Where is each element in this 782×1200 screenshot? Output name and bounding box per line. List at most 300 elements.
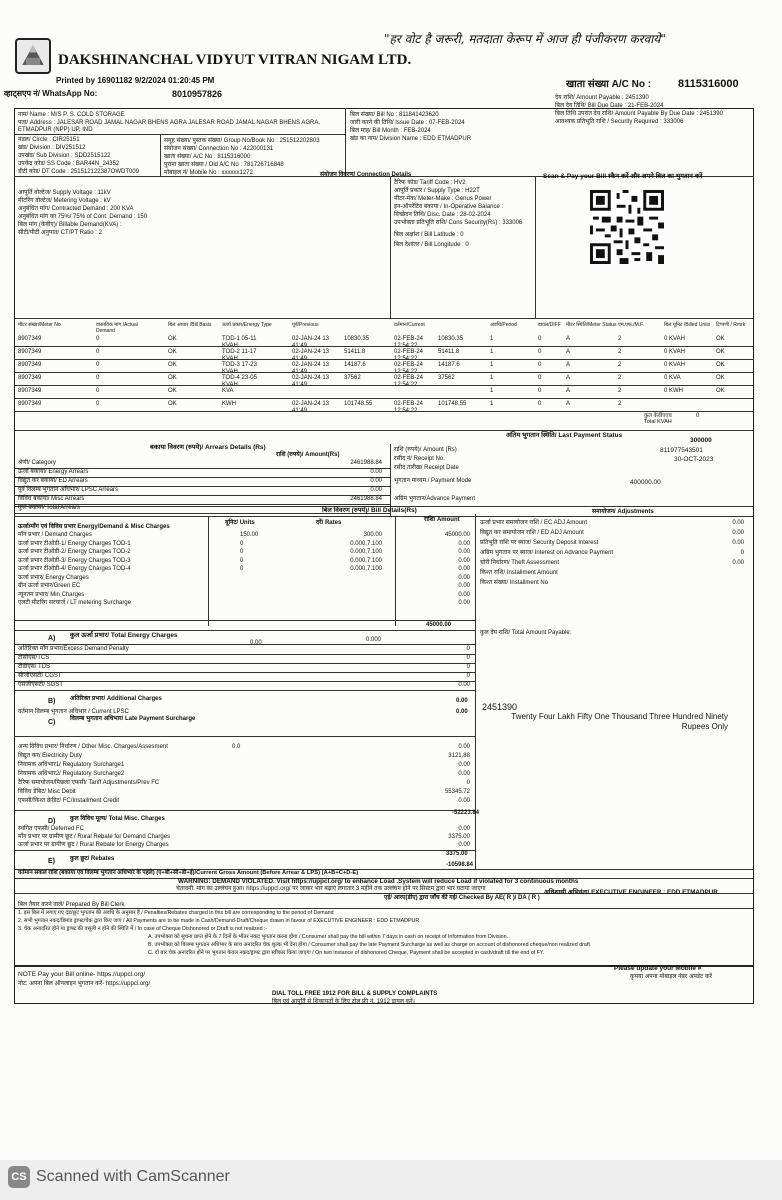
note-1: 1. इस बिल में लगाए गए दंड/छूट भुगतान की अवधि के अनुसार हैं / Penalties/Rebates charged in this bill are corresponding to the period of Demand: [18, 910, 334, 916]
meter-cell: 0: [538, 336, 542, 342]
note-2: 2. सभी भुगतान नकद/डिमांड ड्राफ्ट/चेक द्वारा किए जाएं / All Payments are to be made in Cash/Demand-Draft/Cheque drawn in favour of EXECUTIVE ENGINEER : EDD ETMADPUR: [18, 918, 420, 924]
misc-label: एफसी/किश्त क्रेडिट/ FC/Installment Credit: [18, 798, 120, 804]
units-head: यूनिट/ Units: [225, 520, 255, 526]
meter-cell: 2: [618, 401, 622, 407]
charge-rate: 0.000,7.100: [350, 557, 382, 564]
bill-details-heading: बिल विवरण (रुपये)/ Bill Details(Rs): [322, 507, 417, 514]
company-name: DAKSHINANCHAL VIDYUT VITRAN NIGAM LTD.: [58, 52, 412, 68]
meter-cell: 0: [538, 362, 542, 368]
section-e-label: कुल छूट/ Rebates: [70, 856, 115, 862]
charge-amount: 0.00: [458, 566, 470, 572]
section-e: E): [48, 858, 55, 865]
meter-cell: 101748.55: [438, 401, 467, 407]
meter-cell: 0 KVAH: [664, 362, 685, 368]
update-mobile: Please update your Mobile #: [614, 965, 702, 972]
charge-amount: 45000.00: [444, 532, 470, 538]
mobile-number: मोबाइल नं/ Mobile No : xxxxxx1272: [164, 170, 253, 176]
adjustment-value: 0.00: [732, 540, 744, 546]
meter-cell: 02-JAN-24 13 41:49: [292, 362, 330, 375]
tariff-code: टैरिफ कोड/ Tariff Code : HV2: [394, 180, 466, 186]
arrears-value: 2461988.84: [350, 496, 382, 502]
last-payment-heading: अंतिम भुगतान स्थिति/ Last Payment Status: [506, 432, 623, 439]
total-kvah-value: 0: [696, 413, 700, 419]
scanner-text: Scanned with CamScanner: [36, 1168, 230, 1185]
prepared-by: बिल तैयार करने वाले/ Prepared By Bill Clerk: [18, 902, 125, 908]
charge-amount: 0.00: [458, 574, 470, 581]
meter-cell: OK: [168, 388, 177, 394]
scanner-footer: [0, 1160, 782, 1200]
divider: [14, 630, 475, 631]
meter-cell: 0 KVA: [664, 375, 681, 381]
divider: [14, 516, 754, 517]
meter-cell: 0 KVAH: [664, 336, 685, 342]
row-divider: [14, 385, 754, 386]
section-a-label: कुल ऊर्जा प्रभार/ Total Energy Charges: [70, 632, 178, 639]
scan-pay-label: Scan & Pay your Bill स्कैन करें और अपने बिल का भुगतान करें: [543, 173, 703, 180]
charge-rate: 0.000,7.100: [350, 549, 382, 555]
sub-division: उपखंड/ Sub Division : SDD2515122: [18, 153, 111, 159]
meter-cell: 10830.35: [438, 336, 464, 342]
charge-label: टीडीएस/ TDS: [18, 664, 51, 670]
whatsapp-label: व्हाट्सएप नं/ WhatsApp No:: [4, 89, 98, 98]
meter-cell: 1: [490, 362, 494, 368]
current-lpsc-label: वर्तमान विलम्ब भुगतान अधिभार / Current LPSC: [18, 709, 129, 715]
account-label: खाता संख्या A/C No :: [566, 79, 652, 90]
adjustment-value: 0.00: [732, 520, 744, 526]
rebate-value: 3375.00: [448, 834, 470, 840]
meter-column-header: बिल यूनिट /Billed Units: [664, 322, 711, 328]
meter-cell: 8907349: [18, 362, 42, 368]
arrears-value: 0.00: [370, 487, 382, 493]
meter-cell: OK: [168, 349, 177, 355]
charge-amount: 0.00: [458, 540, 470, 547]
meter-cell: 8907349: [18, 375, 42, 381]
note-3a: A. उपभोक्ता को सूचना प्राप्त होने के 7 दिनों के भीतर नकद भुगतान करना होगा / Consumer shall pay the bill within 7 days in cash on receipt of Information from Division.: [148, 934, 509, 940]
connection-details-heading: संयोजन विवरण/ Connection Details: [320, 172, 412, 178]
toll-free-hi: बिल एवं आपूर्ति से शिकायतों के लिए टोल फ्री नं. 1912 डायल करें।: [272, 999, 415, 1005]
meter-cell: 02-JAN-24 13 41:49: [292, 349, 330, 362]
checked-by: एई/ आरए(डीए) द्वारा जाँच की गई/ Checked By AE( R )/ DA ( R ): [384, 895, 540, 901]
divider: [535, 176, 536, 318]
meter-cell: 8907349: [18, 401, 42, 407]
misc-units: 0.0: [232, 744, 241, 750]
consumer-address: पता/ Address : JALESAR ROAD JAMAL NAGAR BHENS AGRA JALESAR ROAD JAMAL NAGAR BHENS AGRA, ETMADPUR (NPP) UP, IND: [18, 120, 321, 133]
charge-units: 0: [240, 540, 244, 547]
last-payment-amount: 300000: [690, 437, 712, 444]
charge-label: ग्रीन ऊर्जा प्रभार/Green EC: [18, 583, 81, 589]
adjustment-value: 0: [740, 550, 744, 556]
charge-label: माँग प्रभार / Demand Charges: [18, 532, 92, 538]
meter-cell: OK: [716, 336, 725, 342]
arrears-amount-head: राशि (रुपये)/ Amount(Rs): [276, 452, 340, 458]
meter-column-header: अवधि/Period: [490, 322, 517, 328]
demand-75: अनुबंधित मांग का 75%/ 75% of Cont. Demand : 150: [18, 214, 148, 220]
row-divider: [14, 372, 754, 373]
payment-amount-label: राशि (रुपये)/ Amount (Rs): [394, 447, 457, 453]
camscanner-icon: CS: [8, 1166, 30, 1188]
section-a-units: 0.00: [250, 640, 262, 646]
old-ac-number: पुराना खाता संख्या / Old A/C No : 781726716848: [164, 162, 284, 168]
arrears-value: 0.00: [370, 469, 382, 475]
bill-month: बिल माह/ Bill Month : FEB-2024: [350, 128, 431, 134]
receipt-date-label: रसीद तारीख/ Receipt Date: [394, 465, 459, 471]
charge-label: ऊर्जा प्रभार टीओडी-2/ Energy Charges TOD-2: [18, 549, 131, 555]
adjustment-label: अग्रिम भुगतान पर ब्याज/ Interest on Advance Payment: [480, 550, 614, 556]
arrears-label: विद्युत कर बकाया/ ED Arrears: [18, 478, 88, 484]
row-divider: [14, 359, 754, 360]
meter-cell: 02-FEB-24 12:54:22: [394, 362, 424, 375]
circle: मंडल/ Circle : CIR25151: [18, 137, 80, 143]
due-date: बिल देय तिथि/ Bill Due Date : 21-FEB-2024: [555, 103, 664, 109]
divider: [390, 176, 391, 318]
meter-cell: 02-FEB-24 12:54:22: [394, 349, 424, 362]
meter-cell: 14187.6: [344, 362, 366, 368]
charge-rate: 300.00: [363, 532, 382, 538]
meter-cell: TOD-3 17-23 KVAH: [222, 362, 257, 375]
adjustment-value: 0.00: [732, 560, 744, 566]
account-number: 8115316000: [678, 78, 739, 90]
meter-cell: 51411.8: [438, 349, 460, 355]
meter-cell: 1: [490, 388, 494, 394]
meter-cell: 02-JAN-24 13 41:49: [292, 401, 330, 414]
charge-label: ऊर्जा प्रभार टीओडी-4/ Energy Charges TOD-4: [18, 566, 131, 572]
meter-column-header: वर्तमान/Current: [394, 322, 425, 328]
rebate-value: 0.00: [458, 842, 470, 848]
charge-amount: 0: [466, 646, 470, 652]
charge-amount: 0.00: [458, 591, 470, 598]
meter-cell: 0: [96, 349, 100, 355]
amount-after-due: बिल तिथि उपरांत देय राशि/ Amount Payable By Due Date : 2451390: [555, 111, 723, 117]
meter-cell: 0: [96, 375, 100, 381]
payment-qr-code[interactable]: [590, 190, 664, 264]
security-required: आवश्यक प्रतिभूति राशि / Security Required : 333006: [555, 119, 684, 125]
executive-engineer: अधिशासी अभियंता/ EXECUTIVE ENGINEER : EDD ETMADPUR: [544, 889, 718, 896]
total-kvah-label: कुल केवीएएच Total KVAH: [644, 413, 672, 425]
supply-type: आपूर्ति प्रकार / Supply Type : H22T: [394, 188, 480, 194]
misc-label: नियामक अधिभार2/ Regulatory Surcharge2: [18, 771, 125, 777]
row-divider: [14, 398, 754, 399]
meter-cell: 8907349: [18, 336, 42, 342]
division-name: खंड का नाम/ Division Name : EDD ETMADPUR: [350, 136, 472, 142]
meter-cell: OK: [716, 375, 725, 381]
current-lpsc: 0.00: [456, 709, 468, 715]
misc-label: विद्युत कर/ Electricity Duty: [18, 753, 82, 759]
demand-warning-hi: चेतावनी: मांग का उल्लंघन हुआ। https://uppcl.org/ पर जाकर भार बढ़ाएं लगातार 3 महीने तक उल्लंघन होने पर सिस्टम द्वारा भार घटाया जाएगा: [176, 886, 486, 892]
meter-cell: 02-FEB-24 12:54:22: [394, 375, 424, 388]
meter-cell: OK: [168, 336, 177, 342]
meter-cell: A: [566, 375, 571, 381]
note-3c: C. दो बार चेक अनादरित होने पर भुगतान केवल नकद/ड्राफ्ट द्वारा स्वीकार किया जाएगा / On two instance of dishonored Cheque, Payment shall be accepted in cash/draft till the end of FY.: [148, 950, 545, 956]
meter-cell: 0: [96, 362, 100, 368]
divider: [14, 644, 475, 645]
ss-code: उपकेंद्र कोड/ SS Code : BAR44N_24352: [18, 161, 120, 167]
arrears-label: विविध बकाया/ Misc Arrears: [18, 496, 85, 502]
meter-cell: A: [566, 401, 571, 407]
ct-pt-ratio: सीटी/पीटी अनुपात/ CT/PT Ratio : 2: [18, 230, 102, 236]
ac-number: खाता संख्या/ A/C No : 8115316000: [164, 154, 251, 160]
row-divider: [14, 411, 754, 412]
misc-value: 0: [466, 780, 470, 786]
note-3b: B. उपभोक्ता को विलम्ब भुगतान अधिभार के साथ अनादरित चेक शुल्क भी देना होगा / Consumer shall pay the late Payment Surcharge as well as charge on account of dishonored cheque/non realized draft.: [148, 942, 592, 948]
adjustment-label: ऊर्जा प्रभार समायोजन राशि / EC ADJ Amount: [480, 520, 588, 526]
meter-cell: 101748.55: [344, 401, 373, 407]
meter-cell: 0: [538, 375, 542, 381]
charge-units: 0: [240, 557, 244, 564]
meter-cell: 2: [618, 336, 622, 342]
company-logo: [15, 38, 51, 74]
rebate-label: स्थगित एफसी/ Deferred FC: [18, 826, 84, 832]
amount-payable: देय राशि/ Amount Payable : 2451390: [555, 95, 649, 101]
meter-cell: OK: [168, 401, 177, 407]
meter-cell: 0: [538, 388, 542, 394]
meter-cell: 02-FEB-24 12:54:22: [394, 336, 424, 349]
consumer-security: उपभोक्ता प्रतिभूति राशि/ Cons Security(Rs) : 333006: [394, 220, 523, 226]
rebate-label: माँग प्रभार पर ग्रामीण छूट / Rural Rebate for Demand Charges: [18, 834, 171, 840]
disconnection-date: विच्छेदन तिथि/ Disc. Date : 28-02-2024: [394, 212, 491, 218]
charge-label: ऊर्जा प्रभार टीओडी-3/ Energy Charges TOD-3: [18, 557, 131, 564]
arrears-label: ऊर्जा बकाया/ Energy Arrears: [18, 469, 89, 475]
section-c-label: विलम्ब भुगतान अधिभार/ Late Payment Surcharge: [70, 716, 196, 722]
meter-column-header: मीटर संख्या/Meter No: [18, 322, 61, 328]
meter-column-header: मीटर स्थिति/Meter Status: [566, 322, 617, 328]
misc-label: टैरिफ समायोजन/पिछला एफसी/ Tariff Adjustments/Prev FC: [18, 780, 160, 786]
consumer-name: नाम/ Name : M/S P. S. COLD STORAGE: [18, 112, 125, 118]
section-b-value: 0.00: [456, 698, 468, 704]
charge-units: 150.00: [240, 532, 259, 538]
receipt-no: 811977543501: [660, 447, 703, 454]
meter-cell: TOD-1 05-11 KVAH: [222, 336, 257, 349]
inoperative-balance: इन-ऑपरेटिव बकाया / In-Operative Balance :: [394, 204, 504, 210]
meter-cell: 2: [618, 388, 622, 394]
meter-cell: KWH: [222, 401, 236, 407]
payable-amount: 2451390: [482, 702, 518, 712]
misc-value: 0.00: [458, 798, 470, 804]
payable-words: Twenty Four Lakh Fifty One Thousand Three Hundred Ninety Rupees Only: [511, 712, 728, 731]
arrears-label: पूर्व विलम्ब भुगतान अधिभार/ LPSC Arrears: [18, 487, 119, 493]
misc-value: 0.00: [458, 762, 470, 768]
meter-cell: OK: [716, 362, 725, 368]
section-b-label: अतिरिक्त प्रभार/ Additional Charges: [70, 696, 162, 702]
charge-amount: 0: [466, 673, 470, 679]
connection-number: संयोजन संख्या/ Connection No : 422000131: [164, 146, 274, 152]
bill-longitude: बिल देशांतर / Bill Longitude : 0: [394, 242, 469, 248]
contracted-demand: अनुबंधित मांग/ Contracted Demand : 200 KVA: [18, 206, 134, 212]
misc-value: 0.00: [458, 744, 470, 750]
meter-cell: OK: [716, 349, 725, 355]
meter-make: मीटर-मेक/ Meter-Make : Genus Power: [394, 196, 492, 202]
row-divider: [14, 346, 754, 347]
meter-cell: 0: [538, 349, 542, 355]
charge-label: ऊर्जा प्रभार टीओडी-1/ Energy Charges TOD-1: [18, 540, 131, 547]
meter-cell: 10830.35: [344, 336, 370, 342]
section-d2-value: 3375.00: [446, 851, 468, 857]
divider: [345, 108, 346, 176]
total-payable-label: कुल देय राशि/ Total Amount Payable:: [480, 630, 572, 636]
charge-label: एलटी मीटरिंग सरचार्ज / LT metering Surcharge: [18, 600, 131, 606]
advance-payment-label: अग्रिम भुगतान/Advance Payment: [394, 496, 476, 502]
payment-mode-label: भुगतान माध्यम / Payment Mode: [394, 478, 472, 484]
charge-amount: 0.00: [458, 682, 470, 688]
adjustment-label: किश्त राशि/ Installment Amount: [480, 570, 558, 576]
meter-column-header: डायल/DIFF: [538, 322, 561, 328]
billable-demand: बिल मांग (केवीए)/ Billable Demand(KVA) :: [18, 222, 122, 228]
charge-amount: 0.00: [458, 600, 470, 606]
division: खंड/ Division : DIV251512: [18, 145, 86, 151]
section-a: A): [48, 635, 56, 642]
divider: [14, 736, 475, 737]
charge-rate: 0.000,7.100: [350, 540, 382, 547]
adjustment-label: विद्युत कर समायोजन राशि / ED ADJ Amount: [480, 530, 584, 536]
misc-label: विविध डेबिट/ Misc Debit: [18, 789, 76, 795]
meter-cell: 37562: [438, 375, 455, 381]
section-d: D): [48, 818, 56, 825]
arrears-label: कुल बकाया/ Total Arrears: [18, 505, 80, 511]
meter-cell: 2: [618, 362, 622, 368]
charge-label: टीसीएस/TCS: [18, 655, 50, 661]
meter-cell: 2: [618, 375, 622, 381]
meter-cell: 1: [490, 349, 494, 355]
amount-head: राशि/ Amount: [424, 517, 460, 523]
bill-number: बिल संख्या/ Bill No : 811841423620: [350, 112, 439, 118]
section-d-value: -52223.84: [452, 810, 480, 816]
whatsapp-number: 8010957826: [172, 89, 223, 99]
charge-label: अतिरिक्त माँग प्रभार/Excess Demand Penalty: [18, 646, 129, 652]
receipt-no-label: रसीद नं/ Receipt No.: [394, 456, 445, 462]
meter-cell: 02-FEB-24 12:54:22: [394, 401, 424, 414]
misc-value: 3121.88: [448, 753, 470, 759]
meter-cell: 1: [490, 375, 494, 381]
meter-column-header: टिप्पणी / Rmrk: [716, 322, 746, 328]
divider: [208, 516, 209, 626]
charge-rate: 0.000,7.100: [350, 566, 382, 572]
meter-cell: 0: [538, 401, 542, 407]
divider: [395, 516, 396, 626]
slogan: "हर वोट है जरूरी, मतदाता केरूप में आज ही पंजीकरण करवाये": [384, 32, 666, 46]
meter-cell: TOD-4 23-05 KVAH: [222, 375, 257, 388]
pay-online-hi[interactable]: नोट: अपना बिल ऑनलाइन भुगतान करें- https://uppcl.org/: [18, 981, 151, 987]
divider: [14, 430, 754, 431]
meter-cell: 0: [96, 336, 100, 342]
meter-cell: OK: [168, 375, 177, 381]
adjustments-heading: समायोजन/ Adjustments: [592, 509, 654, 515]
meter-cell: A: [566, 349, 571, 355]
meter-cell: 02-JAN-24 13 41:49: [292, 375, 330, 388]
charge-label: न्यूनतम प्रभार/ Min Charges: [18, 591, 85, 598]
misc-label: अन्य विविध प्रभार/ निर्धारण / Other Misc. Charges/Assesment: [18, 744, 168, 750]
gross-amount-label: वर्तमान सकल राशि (बकाया एवं विलम्ब भुगतान अधिभार के पहले) (ए+बी+सी+डी+ई)/Current Gross Amount (Before Arrear & LPS) (A+B+C+D-E): [18, 870, 359, 876]
pay-online[interactable]: NOTE Pay your Bill online- https://uppcl.org/: [18, 971, 146, 978]
meter-cell: KVA: [222, 388, 234, 394]
charge-label: एसजीएसटी/ SGST: [18, 682, 64, 688]
arrears-heading: बकाया विवरण (रुपये)/ Arrears Details (Rs): [150, 444, 266, 451]
rebate-value: 0.00: [458, 826, 470, 832]
meter-column-header: एम.एफ./M.F.: [618, 322, 644, 328]
arrears-value: 0.00: [370, 478, 382, 484]
update-mobile-hi: कृपया अपना मोबाइल नंबर अपडेट करें: [630, 974, 712, 980]
metering-voltage: मीटरिंग वोल्टेज/ Metering Voltage : kV: [18, 198, 111, 204]
meter-cell: 8907349: [18, 388, 42, 394]
meter-column-header: बिल आधार /Bill Basis: [168, 322, 212, 328]
meter-cell: 1: [490, 336, 494, 342]
meter-cell: 37562: [344, 375, 361, 381]
misc-label: नियामक अधिभार1/ Regulatory Surcharge1: [18, 762, 125, 768]
charge-units: 0: [240, 566, 244, 572]
charge-amount: 0: [466, 655, 470, 661]
misc-value: 0.00: [458, 771, 470, 777]
energy-heading: ऊर्जा/माँग एवं विविध प्रभार Energy/Demand & Misc Charges: [18, 524, 170, 530]
meter-column-header: पूर्व/Previous: [292, 322, 319, 328]
charge-amount: 0.00: [458, 557, 470, 564]
meter-cell: 2: [618, 349, 622, 355]
receipt-date: 30-OCT-2023: [674, 456, 714, 463]
bill-latitude: बिल अक्षांश / Bill Latitude : 0: [394, 232, 464, 238]
divider: [14, 134, 345, 135]
divider: [14, 620, 475, 621]
meter-cell: OK: [168, 362, 177, 368]
arrears-value: 2461988.84: [350, 460, 382, 466]
charge-label: सीजीएसटी/ CGST: [18, 673, 62, 679]
charge-units: 0: [240, 549, 244, 555]
charge-amount: 0.00: [458, 549, 470, 555]
meter-cell: TOD-2 11-17 KVAH: [222, 349, 257, 362]
row-divider: [14, 690, 475, 691]
divider: [14, 810, 475, 811]
issue-date: जारी करने की तिथि/ Issue Date : 07-FEB-2024: [350, 120, 465, 126]
meter-cell: A: [566, 362, 571, 368]
charge-amount: 0: [466, 664, 470, 670]
divider: [14, 908, 754, 909]
meter-cell: 14187.6: [438, 362, 460, 368]
printed-by: Printed by 16901182 9/2/2024 01:20:45 PM: [56, 76, 215, 85]
section-e-value: -10598.84: [446, 862, 474, 868]
section-c: C): [48, 719, 56, 726]
section-d-label: कुल विविध मूल्य/ Total Misc. Charges: [70, 816, 165, 822]
charge-amount: 0.00: [458, 583, 470, 589]
meter-cell: 0 KWH: [664, 388, 684, 394]
adjustment-label: प्रतिभूति राशि पर ब्याज/ Security Deposit Interest: [480, 540, 599, 546]
group-number: समूह संख्या/ पुस्तक संख्या/ Group No/Book No : 251512202803: [164, 138, 320, 144]
adjustment-label: किश्त संख्या/ Installment No: [480, 580, 549, 586]
section-a-rate: 0.000: [366, 637, 382, 643]
toll-free: DIAL TOLL FREE 1912 FOR BILL & SUPPLY COMPLAINTS: [272, 991, 438, 997]
divider: [14, 318, 754, 319]
meter-cell: 0 KVAH: [664, 349, 685, 355]
misc-value: 55345.72: [444, 789, 470, 795]
meter-cell: OK: [716, 388, 725, 394]
meter-cell: 51411.8: [344, 349, 366, 355]
rates-head: दरें/ Rates: [316, 520, 342, 526]
dt-code: डीटी कोड/ DT Code : 251512122387OWDT009: [18, 169, 139, 175]
divider: [14, 850, 475, 851]
demand-warning: WARNING: DEMAND VIOLATED. Visit https://uppcl.org/ to enhance Load .System will reduce Load if violated for 3 continuous months: [178, 878, 579, 885]
meter-cell: 02-JAN-24 13 41:49: [292, 336, 330, 349]
adjustment-value: 0.00: [732, 530, 744, 536]
divider: [160, 134, 161, 176]
rebate-label: ऊर्जा प्रभार पर ग्रामीण छूट / Rural Rebate for Energy Charges: [18, 842, 169, 848]
meter-column-header: ऊर्जा प्रकार/Energy Type: [222, 322, 272, 328]
meter-cell: 1: [490, 401, 494, 407]
supply-voltage: आपूर्ति वोल्टेज/ Supply Voltage : 11kV: [18, 190, 111, 196]
meter-cell: A: [566, 388, 571, 394]
meter-cell: 8907349: [18, 349, 42, 355]
note-3: 3. चेक अनादरित होने या ड्राफ्ट की वसूली न होने की स्थिति में / In case of Cheque Dishonored or Draft is not realized :-: [18, 926, 268, 932]
meter-cell: 0: [96, 388, 100, 394]
charge-label: ऊर्जा प्रभार/ Energy Charges: [18, 574, 89, 581]
meter-column-header: वास्तविक मांग /Actual Demand: [96, 322, 138, 334]
meter-cell: A: [566, 336, 571, 342]
section-b: B): [48, 698, 56, 705]
payment-mode: 400000.00: [630, 479, 661, 486]
